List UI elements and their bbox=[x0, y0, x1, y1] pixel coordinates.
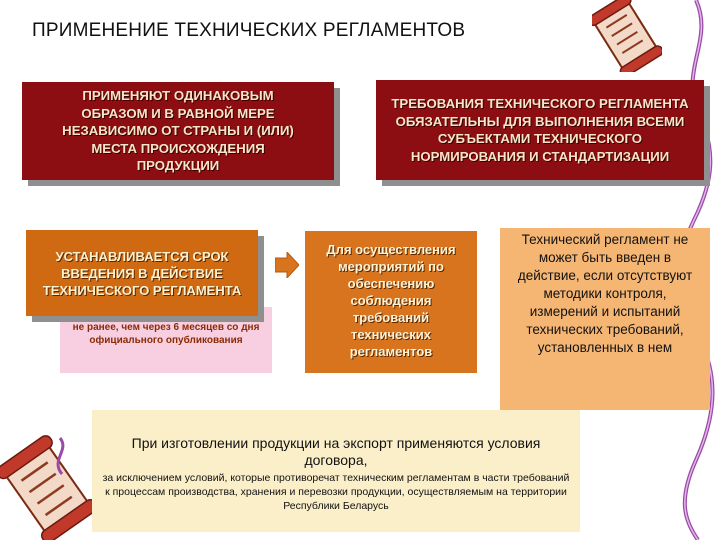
box-export bbox=[92, 410, 580, 532]
scroll-bottom-left-icon bbox=[0, 430, 100, 540]
box-term: УСТАНАВЛИВАЕТСЯ СРОК ВВЕДЕНИЯ В ДЕЙСТВИЕ ТЕХНИЧЕСКОГО РЕГЛАМЕНТА bbox=[26, 230, 258, 316]
page-title: ПРИМЕНЕНИЕ ТЕХНИЧЕСКИХ РЕГЛАМЕНТОВ bbox=[32, 20, 466, 41]
box-term-note: не ранее, чем через 6 месяцев со дня официального опубликования bbox=[60, 307, 272, 373]
box-cannot: Технический регламент не может быть введен в действие, если отсутствуют методики контроля, измерений и испытаний технических требований, установленных в нем bbox=[500, 228, 710, 410]
arrow-right-icon bbox=[275, 252, 299, 278]
scroll-top-right-icon bbox=[592, 0, 662, 72]
box-implementation: Для осуществления мероприятий по обеспечению соблюдения требований технических регламентов bbox=[305, 231, 477, 373]
box-export-detail: за исключением условий, которые противоречат техническим регламентам в части требований к процессам производства, хранения и перевозки продукции, осуществляемым на территории Республики Беларусь bbox=[102, 472, 570, 512]
box-requirements: ТРЕБОВАНИЯ ТЕХНИЧЕСКОГО РЕГЛАМЕНТА ОБЯЗАТЕЛЬНЫ ДЛЯ ВЫПОЛНЕНИЯ ВСЕМИ СУБЪЕКТАМИ ТЕХНИЧЕСКОГО НОРМИРОВАНИЯ И СТАНДАРТИЗАЦИИ bbox=[376, 80, 704, 180]
box-export-main: При изготовлении продукции на экспорт применяются условия договора, bbox=[131, 435, 541, 468]
box-apply: ПРИМЕНЯЮТ ОДИНАКОВЫМ ОБРАЗОМ И В РАВНОЙ МЕРЕ НЕЗАВИСИМО ОТ СТРАНЫ И (ИЛИ) МЕСТА ПРОИСХОЖДЕНИЯ ПРОДУКЦИИ bbox=[22, 82, 334, 180]
